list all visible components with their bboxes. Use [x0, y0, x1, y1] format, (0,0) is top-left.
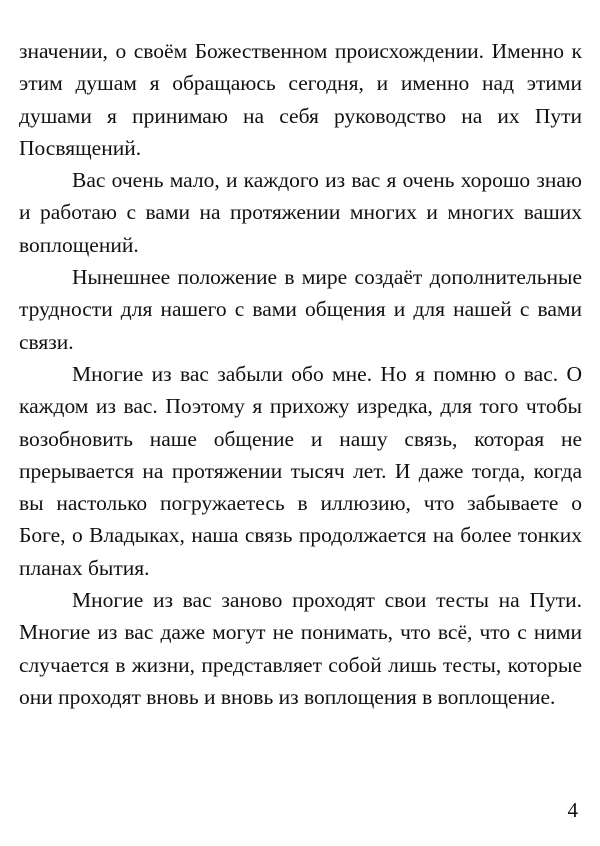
body-text: [19, 35, 582, 713]
paragraph-continuation: значении, о своём Божественном происхождении. Именно к этим душам я обращаюсь сегодня, и именно над этими душами я принимаю на себя руководство на их Пути Посвящений.: [19, 39, 582, 160]
page-number: 4: [567, 798, 578, 822]
paragraph: Вас очень мало, и каждого из вас я очень хорошо знаю и работаю с вами на протяжении многих и многих ваших воплощений.: [19, 168, 582, 257]
paragraph: Многие из вас забыли обо мне. Но я помню о вас. О каждом из вас. Поэтому я прихожу изредка, для того чтобы возобновить наше общение и нашу связь, которая не прерывается на протяжении тысяч лет. И даже тогда, когда вы настолько погружаетесь в иллюзию, что забываете о Боге, о Владыках, наша связь продолжается на более тонких планах бытия.: [19, 361, 582, 580]
paragraph: Многие из вас заново проходят свои тесты на Пути. Многие из вас даже могут не понимать, что всё, что с ними случается в жизни, представляет собой лишь тесты, которые они проходят вновь и вновь из воплощения в воплощение.: [19, 588, 582, 709]
paragraph: Нынешнее положение в мире создаёт дополнительные трудности для нашего с вами общения и для нашей с вами связи.: [19, 265, 582, 354]
